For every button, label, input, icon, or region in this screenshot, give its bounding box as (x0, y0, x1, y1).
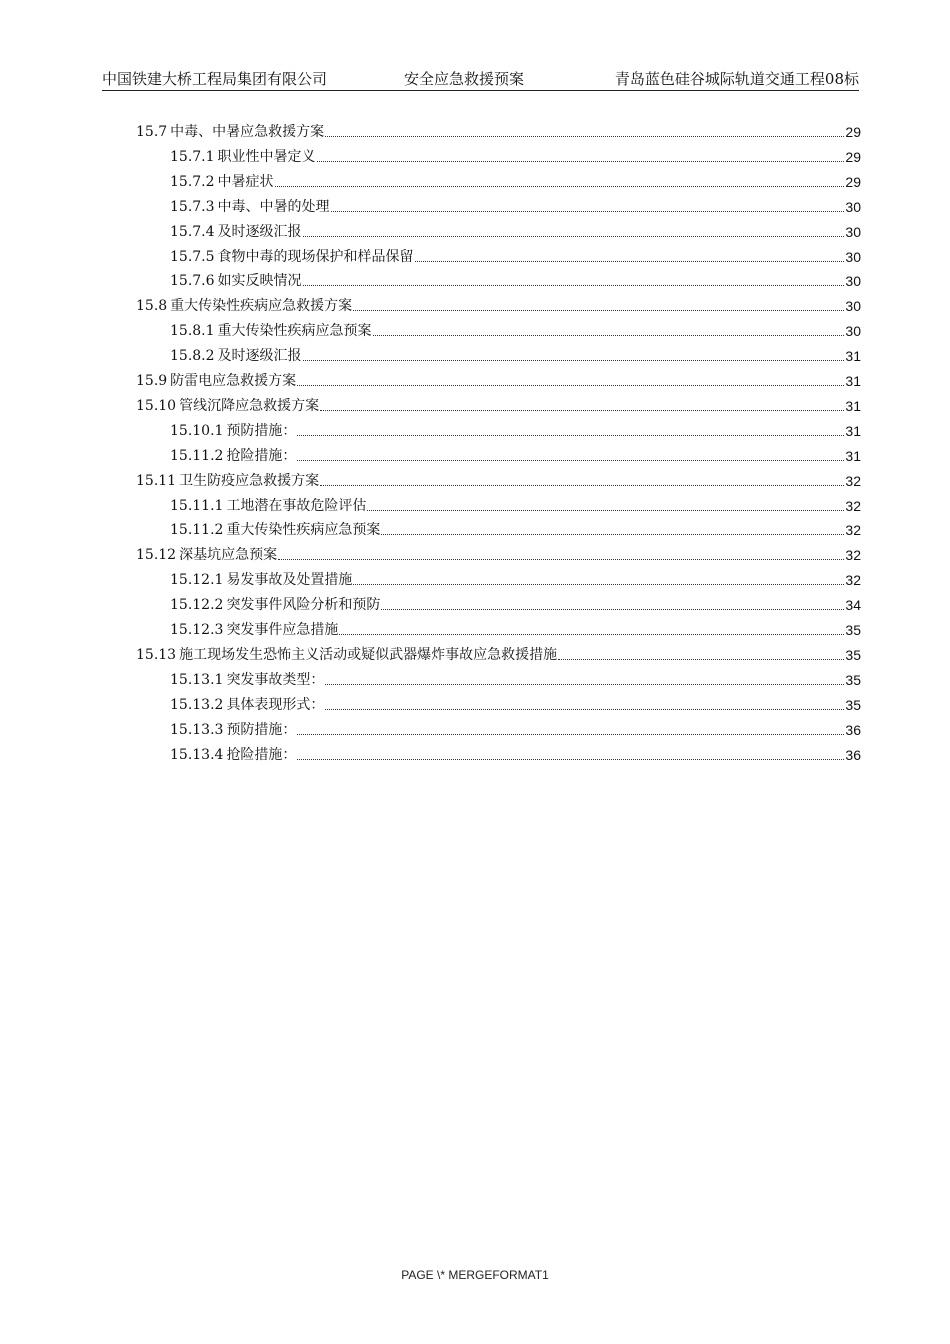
toc-entry-page: 32 (845, 547, 861, 564)
toc-dot-leader (339, 633, 844, 635)
toc-dot-leader (415, 260, 845, 262)
toc-entry[interactable] (170, 193, 861, 217)
toc-dot-leader (373, 334, 845, 336)
toc-entry-number: 15.7.5 (170, 248, 215, 265)
toc-entry[interactable] (170, 168, 861, 192)
toc-entry-title: 抢险措施： (226, 447, 297, 464)
toc-entry-page: 35 (845, 696, 861, 713)
toc-entry[interactable] (170, 616, 861, 640)
toc-entry-number: 15.13 (136, 646, 177, 663)
toc-entry-page: 36 (845, 746, 861, 763)
toc-entry-title: 及时逐级汇报 (217, 348, 302, 365)
toc-entry[interactable] (136, 292, 861, 316)
toc-entry-number: 15.12.3 (170, 622, 224, 638)
toc-entry-page: 29 (845, 124, 861, 140)
toc-dot-leader (297, 733, 844, 735)
toc-entry-number: 15.13.1 (170, 671, 224, 688)
toc-entry[interactable] (136, 467, 861, 491)
toc-entry-page: 30 (845, 198, 861, 215)
toc-entry-number: 15.12 (136, 547, 177, 564)
toc-entry-title: 管线沉降应急救援方案 (179, 397, 320, 414)
toc-dot-leader (303, 235, 845, 237)
toc-entry-page: 31 (845, 348, 861, 365)
toc-entry-title: 工地潜在事故危险评估 (226, 497, 367, 514)
toc-entry-page: 35 (845, 646, 861, 663)
toc-dot-leader (278, 558, 844, 560)
toc-dot-leader (331, 210, 845, 212)
toc-entry-title: 卫生防疫应急救援方案 (179, 472, 320, 489)
toc-entry[interactable] (170, 566, 861, 590)
toc-entry-number: 15.7.3 (170, 198, 215, 215)
toc-entry-title: 重大传染性疾病应急预案 (226, 522, 381, 539)
toc-entry-title: 预防措施： (226, 422, 297, 439)
toc-entry-page: 31 (845, 373, 861, 389)
header-project: 青岛蓝色硅谷城际轨道交通工程08标 (614, 70, 859, 88)
toc-entry[interactable] (170, 442, 861, 466)
toc-dot-leader (325, 708, 844, 710)
toc-entry[interactable] (170, 666, 861, 690)
toc-entry-page: 30 (845, 273, 861, 290)
toc-entry-number: 15.13.3 (170, 721, 224, 738)
toc-entry[interactable] (170, 691, 861, 715)
toc-dot-leader (381, 608, 844, 610)
toc-dot-leader (317, 160, 845, 162)
toc-entry-title: 具体表现形式： (226, 696, 325, 713)
toc-entry-title: 防雷电应急救援方案 (170, 373, 297, 389)
toc-entry[interactable] (170, 342, 861, 366)
toc-dot-leader (320, 409, 844, 411)
toc-entry-page: 32 (845, 497, 861, 514)
toc-entry-title: 施工现场发生恐怖主义活动或疑似武器爆炸事故应急救援措施 (179, 646, 558, 663)
toc-entry-number: 15.13.2 (170, 696, 224, 713)
toc-entry-title: 重大传染性疾病应急预案 (217, 323, 372, 340)
toc-entry-title: 深基坑应急预案 (179, 547, 278, 564)
toc-entry-number: 15.11 (136, 472, 177, 489)
toc-entry-title: 职业性中暑定义 (217, 148, 316, 165)
toc-entry[interactable] (170, 143, 861, 167)
toc-entry-page: 35 (845, 622, 861, 638)
toc-entry-title: 突发事件应急措施 (226, 622, 339, 638)
toc-entry-title: 中毒、中暑应急救援方案 (170, 124, 325, 140)
toc-entry-number: 15.8 (136, 298, 168, 315)
toc-entry-page: 30 (845, 323, 861, 340)
toc-entry-number: 15.11.2 (170, 522, 224, 539)
header-document-title: 安全应急救援预案 (404, 70, 525, 88)
toc-entry[interactable] (170, 317, 861, 341)
toc-entry-page: 31 (845, 447, 861, 464)
toc-entry-number: 15.7 (136, 124, 168, 140)
toc-entry-number: 15.10.1 (170, 422, 224, 439)
toc-entry-title: 预防措施： (226, 721, 297, 738)
toc-entry-title: 突发事件风险分析和预防 (226, 597, 381, 614)
toc-entry-number: 15.11.2 (170, 447, 224, 464)
toc-dot-leader (303, 284, 845, 286)
toc-entry-title: 易发事故及处置措施 (226, 572, 353, 589)
toc-entry-number: 15.7.2 (170, 173, 215, 190)
toc-entry-number: 15.7.6 (170, 273, 215, 290)
toc-dot-leader (367, 509, 844, 511)
toc-entry[interactable] (170, 741, 861, 765)
toc-entry[interactable] (170, 267, 861, 291)
toc-entry[interactable] (170, 516, 861, 540)
toc-dot-leader (353, 583, 844, 585)
toc-entry-page: 35 (845, 671, 861, 688)
toc-entry-number: 15.7.1 (170, 148, 215, 165)
toc-entry-title: 如实反映情况 (217, 273, 302, 290)
toc-dot-leader (297, 384, 844, 386)
toc-dot-leader (325, 135, 844, 137)
toc-dot-leader (381, 533, 844, 535)
toc-dot-leader (303, 359, 845, 361)
toc-entry-number: 15.9 (136, 373, 168, 389)
toc-entry-page: 30 (845, 298, 861, 315)
toc-entry-page: 30 (845, 223, 861, 240)
toc-entry-number: 15.13.4 (170, 746, 224, 763)
toc-entry[interactable] (170, 417, 861, 441)
toc-entry-page: 31 (845, 397, 861, 414)
toc-entry[interactable] (170, 218, 861, 242)
toc-entry-number: 15.8.2 (170, 348, 215, 365)
toc-dot-leader (320, 484, 844, 486)
toc-dot-leader (297, 459, 844, 461)
toc-entry[interactable] (170, 716, 861, 740)
toc-entry[interactable] (136, 118, 861, 142)
toc-entry[interactable] (136, 367, 861, 391)
toc-entry[interactable] (136, 541, 861, 565)
toc-entry[interactable] (136, 392, 861, 416)
toc-dot-leader (275, 185, 845, 187)
toc-dot-leader (297, 434, 844, 436)
toc-dot-leader (297, 758, 844, 760)
toc-entry-number: 15.12.2 (170, 597, 224, 614)
toc-entry-title: 食物中毒的现场保护和样品保留 (217, 248, 414, 265)
toc-entry-number: 15.12.1 (170, 572, 224, 589)
toc-entry-page: 36 (845, 721, 861, 738)
toc-entry-title: 中毒、中暑的处理 (217, 198, 330, 215)
toc-entry-title: 中暑症状 (217, 173, 274, 190)
toc-entry-number: 15.7.4 (170, 223, 215, 240)
toc-entry-title: 突发事故类型： (226, 671, 325, 688)
page-footer: PAGE \* MERGEFORMAT1 (401, 1268, 549, 1282)
toc-entry[interactable] (170, 243, 861, 267)
toc-entry-page: 32 (845, 472, 861, 489)
toc-entry[interactable] (136, 641, 861, 665)
toc-entry[interactable] (170, 591, 861, 615)
page-header (102, 68, 859, 91)
toc-entry-title: 重大传染性疾病应急救援方案 (170, 298, 353, 315)
toc-entry-page: 29 (845, 173, 861, 190)
toc-entry-page: 32 (845, 572, 861, 589)
toc-entry[interactable] (170, 492, 861, 516)
toc-entry-title: 及时逐级汇报 (217, 223, 302, 240)
toc-dot-leader (325, 683, 844, 685)
toc-entry-title: 抢险措施： (226, 746, 297, 763)
toc-entry-page: 30 (845, 248, 861, 265)
toc-entry-number: 15.11.1 (170, 497, 224, 514)
toc-entry-page: 31 (845, 422, 861, 439)
toc-entry-number: 15.8.1 (170, 323, 215, 340)
toc-entry-page: 32 (845, 522, 861, 539)
toc-entry-page: 34 (845, 597, 861, 614)
toc-dot-leader (353, 309, 844, 311)
toc-entry-number: 15.10 (136, 397, 177, 414)
header-company: 中国铁建大桥工程局集团有限公司 (102, 70, 328, 88)
toc-dot-leader (558, 658, 844, 660)
toc-entry-page: 29 (845, 148, 861, 165)
